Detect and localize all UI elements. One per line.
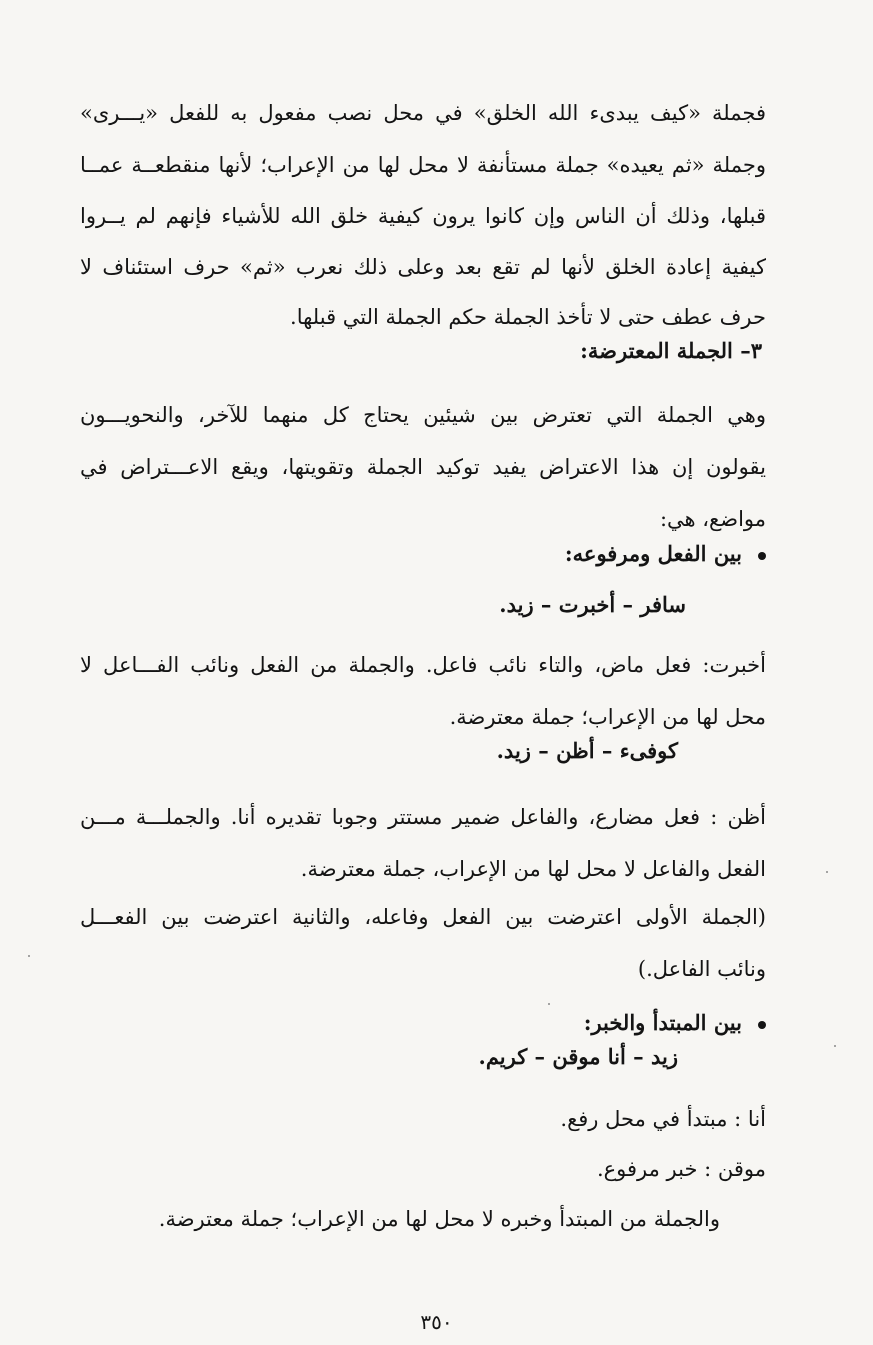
document-page xyxy=(80,96,766,1326)
paragraph1-line-5: حرف عطف حتى لا تأخذ الجملة حكم الجملة التي قبلها. xyxy=(290,305,766,329)
explain2-line-1: أظن : فعل مضارع، والفاعل ضمير مستتر وجوبا تقديره أنا. والجملـــة مـــن xyxy=(80,805,766,829)
bullet-label: بين المبتدأ والخبر: xyxy=(583,1010,742,1035)
bullet-label: بين الفعل ومرفوعه: xyxy=(564,541,742,566)
explain1-line-1: أخبرت: فعل ماض، والتاء نائب فاعل. والجملة من الفعل ونائب الفـــاعل لا xyxy=(80,653,766,677)
bullet-icon xyxy=(758,552,766,560)
bullet-icon xyxy=(758,1021,766,1029)
paragraph1-line-2: وجملة «ثم يعيده» جملة مستأنفة لا محل لها من الإعراب؛ لأنها منقطعــة عمــا xyxy=(80,153,766,177)
scan-speck xyxy=(834,1045,836,1047)
explain1-line-2: محل لها من الإعراب؛ جملة معترضة. xyxy=(449,705,766,729)
paragraph1-line-4: كيفية إعادة الخلق لأنها لم تقع بعد وعلى ذلك نعرب «ثم» حرف استئناف لا xyxy=(80,255,766,279)
note-line-2: ونائب الفاعل.) xyxy=(637,957,766,981)
bullet-item-verb-subject xyxy=(565,539,766,569)
explain3-line-2: موقن : خبر مرفوع. xyxy=(596,1157,766,1181)
paragraph1-line-1: فجملة «كيف يبدىء الله الخلق» في محل نصب مفعول به للفعل «يـــرى» xyxy=(80,101,766,125)
bullet-item-subject-predicate xyxy=(584,1008,766,1038)
example-2: كوفىء – أظن – زيد. xyxy=(496,738,678,763)
paragraph2-line-1: وهي الجملة التي تعترض بين شيئين يحتاج كل منهما للآخر، والنحويـــون xyxy=(80,403,766,427)
scan-speck xyxy=(548,1003,550,1005)
section-heading: ٣– الجملة المعترضة: xyxy=(580,338,762,363)
page-number: ٣٥٠ xyxy=(420,1310,453,1334)
paragraph2-line-3: مواضع، هي: xyxy=(659,507,766,531)
paragraph1-line-3: قبلها، وذلك أن الناس وإن كانوا يرون كيفية خلق الله للأشياء فإنهم لم يــروا xyxy=(80,204,766,228)
explain3-line-1: أنا : مبتدأ في محل رفع. xyxy=(560,1107,766,1131)
scan-speck xyxy=(28,955,30,957)
note-line-1: (الجملة الأولى اعترضت بين الفعل وفاعله، والثانية اعترضت بين الفعـــل xyxy=(80,905,766,929)
example-1: سافر – أخبرت – زيد. xyxy=(499,592,686,617)
paragraph2-line-2: يقولون إن هذا الاعتراض يفيد توكيد الجملة وتقويتها، ويقع الاعـــتراض في xyxy=(80,455,766,479)
explain3-line-3: والجملة من المبتدأ وخبره لا محل لها من الإعراب؛ جملة معترضة. xyxy=(158,1207,720,1231)
scan-speck xyxy=(826,871,828,873)
explain2-line-2: الفعل والفاعل لا محل لها من الإعراب، جملة معترضة. xyxy=(300,857,766,881)
example-3: زيد – أنا موقن – كريم. xyxy=(478,1044,678,1069)
